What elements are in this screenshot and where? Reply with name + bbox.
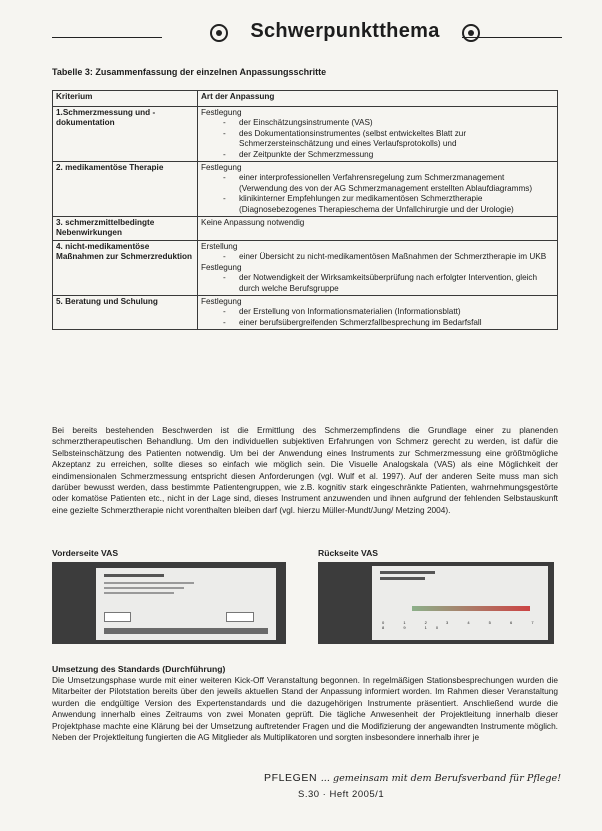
adjustment-list <box>201 273 554 294</box>
adjustment-intro: Erstellung <box>201 241 238 251</box>
summary-table <box>52 90 558 330</box>
list-item: - der Notwendigkeit der Wirksamkeitsüberprüfung nach erfolgter Intervention, gleich durch welche Berufsgruppe <box>239 273 554 294</box>
column-header-criterion: Kriterium <box>53 91 198 107</box>
section-heading: Umsetzung des Standards (Durchführung) <box>52 664 226 674</box>
adjustment-intro: Festlegung <box>201 163 242 173</box>
adjustment-intro: Keine Anpassung notwendig <box>201 218 305 228</box>
table-row <box>53 107 558 162</box>
list-item: - der Zeitpunkte der Schmerzmessung <box>239 150 554 160</box>
body-paragraph: Bei bereits bestehenden Beschwerden ist die Ermittlung des Schmerzempfindens die Grundlage einer zu planenden schmerztherapeutischen Behandlung. Um den individuellen subjektiven Erfahrungen von Schmerz gerecht zu werden, ist dafür die Selbsteinschätzung des Patienten notwendig. Um bei der Anwendung eines Instruments zur Schmerzmessung eine größtmögliche Akzeptanz zu erreichen, sollte dieses so einfach wie möglich sein. Die Visuelle Analogskala (VAS) als eine Möglichkeit der eindimensionalen Schmerzmessung entspricht diesen Anforderungen (vgl. Wulf et al. 1997). Auf der anderen Seite muss man sich darüber bewusst werden, dass bestimmte Patientengruppen, wie z.B. kognitiv stark eingeschränkte Patienten, wahrnehmungsgestörte oder komatöse Patienten etc., nicht in der Lage sind, dieses Instrument anzuwenden und ihnen aufgrund der fehlenden Selbstauskunft eine gezielte Schmerztherapie nicht vorenthalten bleiben darf (vgl. hierzu Müller-Mundt/Jung/ Metzing 2004). <box>52 425 558 515</box>
list-item: - der Einschätzungsinstrumente (VAS) <box>239 118 554 128</box>
table-row <box>53 240 558 295</box>
bullseye-icon <box>462 24 480 42</box>
page-title: Schwerpunktthema <box>250 20 440 42</box>
criterion-cell: 2. medikamentöse Therapie <box>53 162 198 217</box>
adjustment-intro: Festlegung <box>201 262 242 272</box>
table-row <box>53 295 558 329</box>
table-header-row <box>53 91 558 107</box>
adjustment-intro: Festlegung <box>201 108 242 117</box>
table-caption: Tabelle 3: Zusammenfassung der einzelnen Anpassungsschritte <box>52 67 327 77</box>
adjustment-list <box>201 307 554 328</box>
adjustment-list <box>201 118 554 160</box>
criterion-cell: 5. Beratung und Schulung <box>53 295 198 329</box>
header-rule-left <box>52 37 162 38</box>
vas-scale-numbers: 0 1 2 3 4 5 6 7 8 9 10 <box>382 620 543 630</box>
page-footer <box>264 772 561 784</box>
page-number: S.30 · Heft 2005/1 <box>298 789 385 800</box>
table-row <box>53 217 558 241</box>
figure-label-front: Vorderseite VAS <box>52 548 119 558</box>
list-item: - klinikinterner Empfehlungen zur medikamentösen Schmerztherapie (Diagnosebezogenes Therapieschema der Unfallchirurgie und der Urologie) <box>239 194 554 215</box>
adjustment-cell <box>198 240 558 295</box>
adjustment-list <box>201 173 554 215</box>
vas-front-card <box>96 568 276 640</box>
list-item: - einer berufsübergreifenden Schmerzfallbesprechung im Bedarfsfall <box>239 318 554 328</box>
footer-slogan: ... gemeinsam mit dem Berufsverband für Pflege! <box>320 773 562 784</box>
criterion-cell: 4. nicht-medikamentöse Maßnahmen zur Schmerzreduktion <box>53 240 198 295</box>
criterion-cell: 3. schmerzmittelbedingte Nebenwirkungen <box>53 217 198 241</box>
figure-label-back: Rückseite VAS <box>318 548 379 558</box>
column-header-adjustment: Art der Anpassung <box>198 91 558 107</box>
adjustment-cell <box>198 162 558 217</box>
footer-brand: PFLEGEN <box>264 772 318 784</box>
list-item: - einer interprofessionellen Verfahrensregelung zum Schmerzmanagement (Verwendung des von der AG Schmerzmanagement erstellten Ablaufdiagramms) <box>239 173 554 194</box>
adjustment-list <box>201 252 554 262</box>
list-item: - der Erstellung von Informationsmaterialien (Informationsblatt) <box>239 307 554 317</box>
adjustment-cell <box>198 295 558 329</box>
adjustment-cell <box>198 107 558 162</box>
criterion-cell: 1.Schmerzmessung und -dokumentation <box>53 107 198 162</box>
vas-back-card <box>372 566 548 640</box>
adjustment-cell <box>198 217 558 241</box>
adjustment-intro: Festlegung <box>201 296 242 306</box>
list-item: - des Dokumentationsinstrumentes (selbst entwickeltes Blatt zur Schmerzersteinschätzung und eines Verlaufsprotokolls) und <box>239 129 554 150</box>
header-rule-right <box>462 37 562 38</box>
body-paragraph: Die Umsetzungsphase wurde mit einer weiteren Kick-Off Veranstaltung begonnen. In regelmäßigen Stationsbesprechungen wurden die Mitarbeiter der Pilotstation bereits über den jeweils aktuellen Stand der Anpassung informiert worden. Im Rahmen dieser Veranstaltung wurden die endgültige Version des Expertenstandards und die dazugehörigen Instrumente präsentiert. Anschließend wurde die Anwendung innerhalb eines Zeitraums von zwei Monaten geprüft. Die tägliche Anwesenheit der Projektleitung innerhalb dieser Projektphase machte eine Klärung bei der Umsetzung auftretender Fragen und die Modifizierung der angewandten Instrumente möglich. Neben der Projektleitung fungierten die AG Mitglieder als Multiplikatoren und sorgten insbesondere innerhalb ihrer je <box>52 675 558 743</box>
table-row <box>53 162 558 217</box>
bullseye-icon <box>210 24 228 42</box>
list-item: - einer Übersicht zu nicht-medikamentösen Maßnahmen der Schmerztherapie im UKB <box>239 252 554 262</box>
vas-back-image <box>318 562 554 644</box>
page-header <box>52 22 562 50</box>
vas-front-image <box>52 562 286 644</box>
